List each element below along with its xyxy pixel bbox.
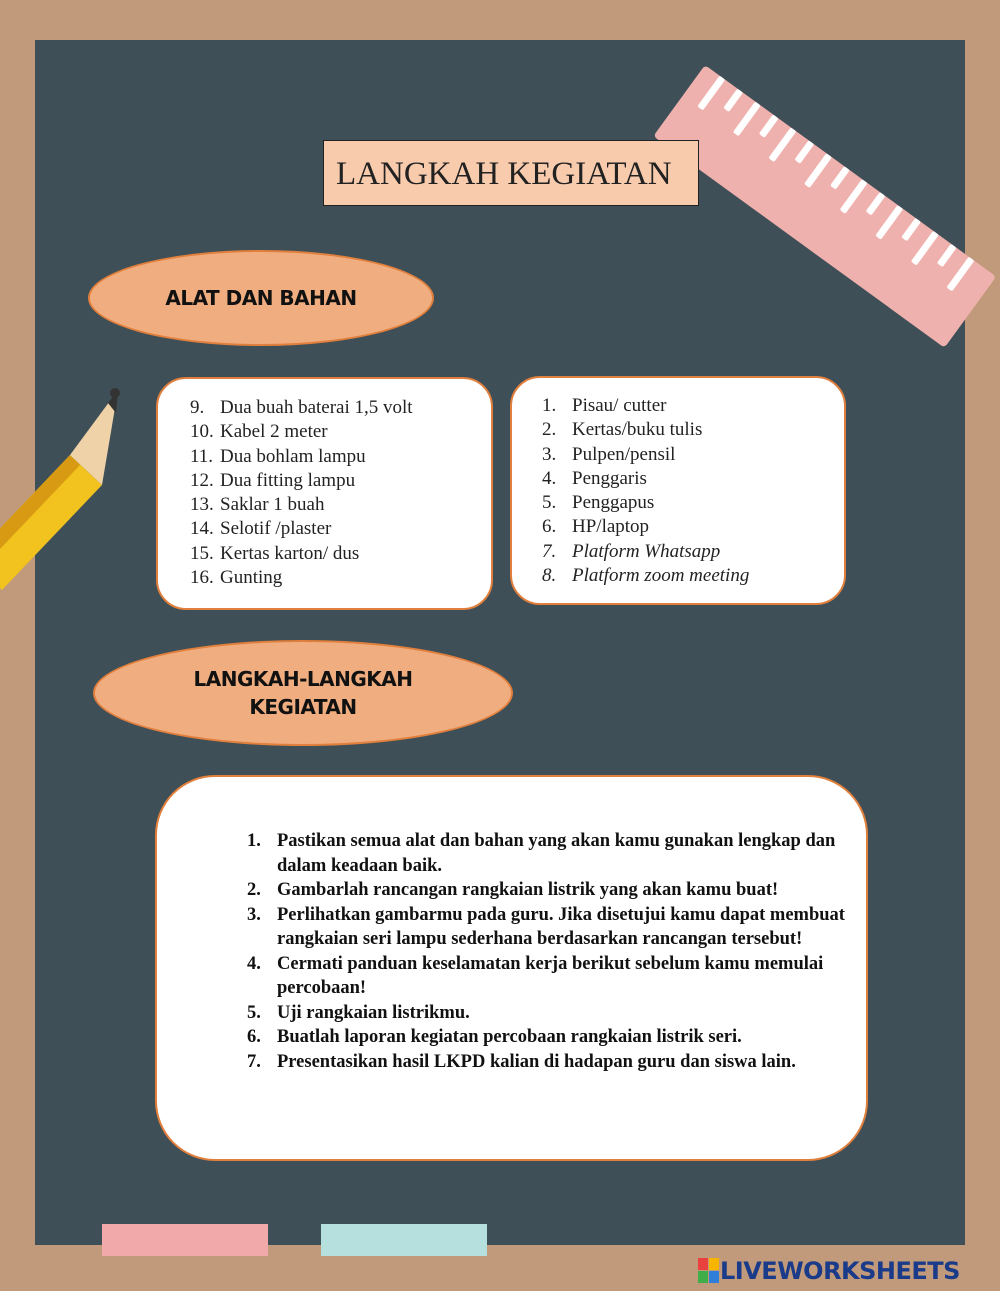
step-item xyxy=(247,1050,847,1075)
list-item-number: 11. xyxy=(190,445,214,467)
materials-card-right xyxy=(510,376,846,605)
list-item xyxy=(542,394,844,418)
list-item xyxy=(190,493,491,517)
steps-list xyxy=(247,829,847,1074)
list-item-number: 2. xyxy=(542,419,557,441)
list-item-text: Penggapus xyxy=(572,492,655,514)
step-text: Gambarlah rancangan rangkaian listrik yang akan kamu buat! xyxy=(277,880,779,900)
step-text: Perlihatkan gambarmu pada guru. Jika disetujui kamu dapat membuat rangkaian seri lampu sederhana berdasarkan rancangan tersebut! xyxy=(277,904,845,949)
list-item-number: 8. xyxy=(542,565,557,587)
liveworksheets-logo xyxy=(698,1255,994,1287)
list-item-number: 14. xyxy=(190,518,214,540)
steps-section-label-line1: LANGKAH-LANGKAH xyxy=(193,667,413,691)
list-item xyxy=(190,566,491,590)
list-item-text: Kabel 2 meter xyxy=(220,421,328,443)
materials-list-left xyxy=(158,379,491,590)
list-item-number: 7. xyxy=(542,540,557,562)
step-text: Cermati panduan keselamatan kerja berikut sebelum kamu memulai percobaan! xyxy=(277,953,824,998)
list-item xyxy=(542,418,844,442)
steps-section-heading xyxy=(93,640,513,746)
list-item-number: 6. xyxy=(542,516,557,538)
list-item-text: Platform zoom meeting xyxy=(572,565,750,587)
list-item-text: Pulpen/pensil xyxy=(572,443,676,465)
list-item xyxy=(190,542,491,566)
list-item-number: 9. xyxy=(190,397,205,418)
list-item-text: Pisau/ cutter xyxy=(572,395,667,416)
step-number: 3. xyxy=(247,904,261,925)
step-number: 7. xyxy=(247,1051,261,1072)
pink-chalk-eraser xyxy=(102,1224,268,1256)
liveworksheets-badge-icon xyxy=(698,1258,720,1284)
list-item-text: Penggaris xyxy=(572,467,647,489)
list-item-number: 4. xyxy=(542,467,557,489)
list-item xyxy=(190,517,491,541)
step-item xyxy=(247,1001,847,1026)
list-item-text: Saklar 1 buah xyxy=(220,494,325,516)
list-item-text: Gunting xyxy=(220,567,283,589)
step-number: 2. xyxy=(247,880,261,900)
step-text: Pastikan semua alat dan bahan yang akan kamu gunakan lengkap dan dalam keadaan baik. xyxy=(277,831,836,876)
list-item xyxy=(542,443,844,467)
step-text: Uji rangkaian listrikmu. xyxy=(277,1002,470,1023)
list-item-number: 3. xyxy=(542,443,557,465)
list-item-text: Kertas karton/ dus xyxy=(220,542,360,564)
tools-section-heading xyxy=(88,250,434,346)
list-item-number: 1. xyxy=(542,395,557,416)
step-item xyxy=(247,829,847,878)
list-item-number: 13. xyxy=(190,494,214,516)
list-item-text: Selotif /plaster xyxy=(220,518,332,540)
step-text: Presentasikan hasil LKPD kalian di hadapan guru dan siswa lain. xyxy=(277,1051,796,1072)
list-item-text: HP/laptop xyxy=(572,516,650,538)
list-item xyxy=(190,445,491,469)
steps-card xyxy=(155,775,868,1161)
tools-section-label: ALAT DAN BAHAN xyxy=(165,286,357,310)
list-item-text: Dua bohlam lampu xyxy=(220,445,366,467)
list-item-text: Dua fitting lampu xyxy=(220,469,356,491)
step-text: Buatlah laporan kegiatan percobaan rangkaian listrik seri. xyxy=(277,1027,742,1047)
list-item-number: 5. xyxy=(542,492,557,514)
steps-section-label-line2: KEGIATAN xyxy=(249,695,357,719)
list-item-text: Dua buah baterai 1,5 volt xyxy=(220,397,413,418)
step-item xyxy=(247,878,847,903)
list-item-text: Platform Whatsapp xyxy=(572,540,721,562)
list-item-number: 15. xyxy=(190,542,214,564)
step-item xyxy=(247,952,847,1001)
list-item xyxy=(542,467,844,491)
list-item-number: 12. xyxy=(190,469,214,491)
materials-card-left xyxy=(156,377,493,610)
list-item-number: 10. xyxy=(190,421,214,443)
list-item-text: Kertas/buku tulis xyxy=(572,419,703,441)
list-item xyxy=(542,491,844,515)
liveworksheets-wordmark: LIVEWORKSHEETS xyxy=(720,1257,960,1285)
step-item xyxy=(247,1025,847,1050)
step-number: 6. xyxy=(247,1027,261,1047)
page-title: LANGKAH KEGIATAN xyxy=(323,140,699,206)
list-item xyxy=(190,469,491,493)
list-item xyxy=(190,420,491,444)
blue-chalk-eraser xyxy=(321,1224,487,1256)
list-item xyxy=(542,540,844,564)
list-item-number: 16. xyxy=(190,567,214,589)
step-item xyxy=(247,903,847,952)
list-item xyxy=(542,564,844,588)
list-item xyxy=(542,515,844,539)
step-number: 1. xyxy=(247,831,261,851)
step-number: 4. xyxy=(247,953,261,974)
step-number: 5. xyxy=(247,1002,261,1023)
list-item xyxy=(190,396,491,420)
materials-list-right xyxy=(512,378,844,588)
